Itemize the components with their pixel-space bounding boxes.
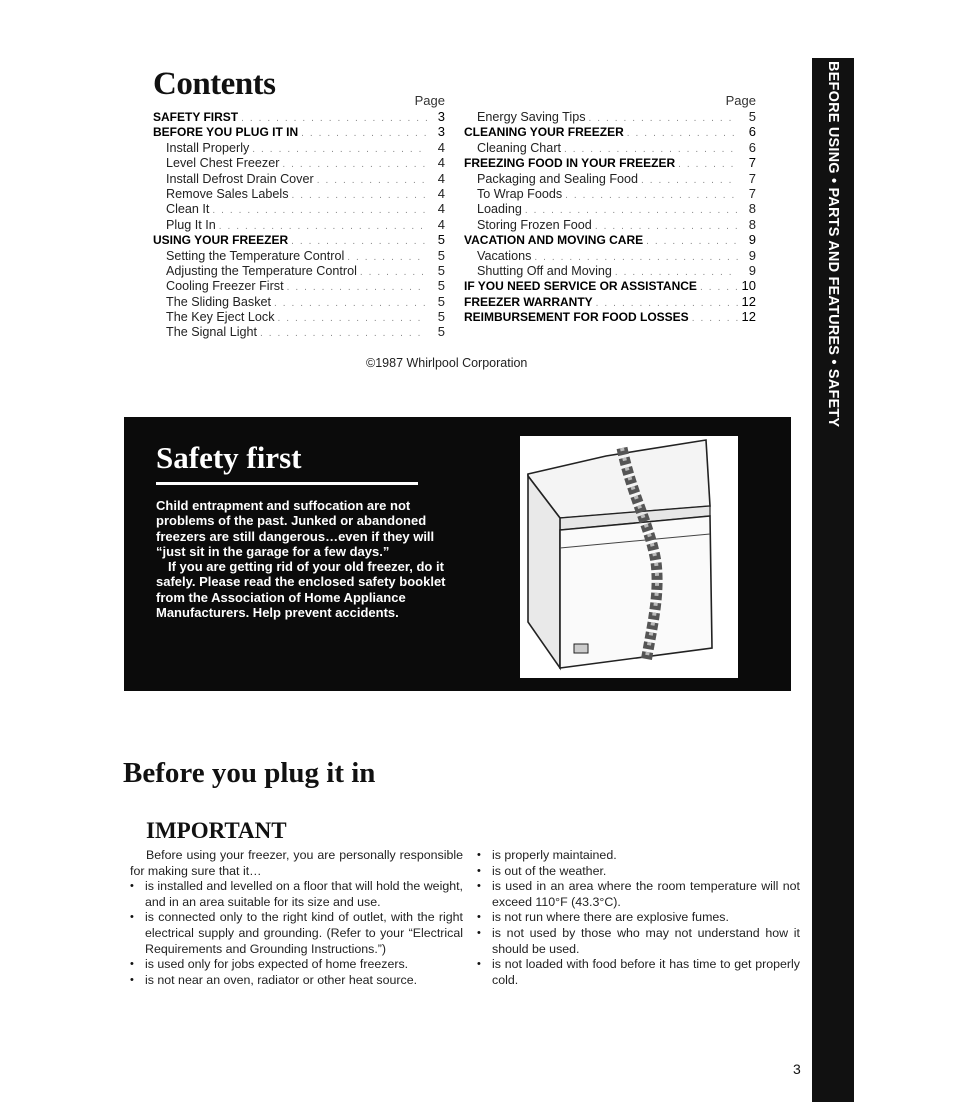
safety-paragraph-1: Child entrapment and suffocation are not problems of the past. Junked or abandoned freezers are still dangerous…even if they will “just sit in the garage for a few days.” — [156, 498, 435, 559]
toc-entry — [153, 232, 445, 247]
toc-leader-dots — [612, 265, 738, 280]
toc-leader-dots — [249, 142, 427, 157]
toc-entry-label: Adjusting the Temperature Control — [166, 263, 357, 278]
bullet-icon: • — [130, 880, 134, 893]
toc-entry-page: 4 — [437, 185, 445, 201]
toc-entry — [153, 263, 445, 278]
toc-leader-dots — [271, 296, 427, 311]
page-column-header: Page — [414, 93, 445, 108]
bullet-icon: • — [477, 926, 481, 939]
bullet-icon: • — [477, 958, 481, 971]
toc-entry — [153, 171, 445, 186]
toc-entry — [153, 248, 445, 263]
toc-leader-dots — [624, 126, 738, 141]
toc-entry-page: 3 — [437, 124, 445, 140]
safety-first-title: Safety first — [156, 440, 302, 475]
requirement-text: is used in an area where the room temperature will not exceed 110°F (43.3°C). — [492, 879, 800, 909]
toc-entry-label: Shutting Off and Moving — [477, 263, 612, 278]
important-left-column — [130, 848, 463, 988]
toc-entry — [153, 155, 445, 170]
toc-entry-page: 5 — [437, 262, 445, 278]
important-heading: IMPORTANT — [146, 818, 287, 843]
toc-entry-page: 7 — [748, 170, 756, 186]
toc-entry-label: BEFORE YOU PLUG IT IN — [153, 125, 299, 140]
requirement-text: is not loaded with food before it has time to get properly cold. — [492, 957, 800, 987]
bullet-icon: • — [130, 911, 134, 924]
requirement-bullet — [130, 910, 463, 957]
toc-entry-label: Vacations — [477, 248, 532, 263]
toc-leader-dots — [593, 296, 738, 311]
toc-leader-dots — [284, 280, 427, 295]
toc-entry-page: 6 — [748, 139, 756, 155]
toc-entry-page: 5 — [748, 109, 756, 124]
toc-entry-page: 9 — [748, 232, 756, 248]
toc-entry — [464, 217, 756, 232]
toc-entry-label: Remove Sales Labels — [166, 186, 289, 201]
freezer-control-plate — [574, 644, 588, 653]
toc-leader-dots — [562, 188, 738, 203]
toc-entry — [153, 124, 445, 139]
toc-leader-dots — [531, 250, 738, 265]
toc-entry-page: 4 — [437, 201, 445, 217]
toc-entry-label: REIMBURSEMENT FOR FOOD LOSSES — [464, 310, 689, 325]
toc-entry-label: The Signal Light — [166, 325, 258, 340]
bullet-icon: • — [477, 849, 481, 861]
requirement-bullet — [477, 957, 800, 988]
toc-entry-label: FREEZING FOOD IN YOUR FREEZER — [464, 156, 676, 171]
side-tab-label: BEFORE USING • PARTS AND FEATURES • SAFETY — [825, 60, 841, 428]
toc-entry — [464, 155, 756, 170]
safety-warning-text — [156, 498, 446, 620]
toc-entry-label: FREEZER WARRANTY — [464, 294, 593, 309]
toc-entry-page: 9 — [748, 247, 756, 263]
toc-entry — [153, 186, 445, 201]
toc-entry-page: 10 — [741, 278, 756, 294]
requirement-bullet — [477, 848, 800, 864]
toc-leader-dots — [289, 188, 427, 203]
toc-entry-page: 12 — [741, 293, 756, 309]
toc-leader-dots — [643, 234, 738, 249]
requirement-text: is out of the weather. — [492, 863, 607, 878]
toc-entry-label: IF YOU NEED SERVICE OR ASSISTANCE — [464, 279, 697, 294]
toc-entry-page: 5 — [437, 247, 445, 263]
toc-leader-dots — [298, 126, 427, 141]
toc-entry-page: 7 — [748, 185, 756, 201]
requirement-text: is not run where there are explosive fumes. — [492, 910, 729, 925]
contents-title: Contents — [153, 66, 276, 102]
toc-entry-label: The Sliding Basket — [166, 294, 272, 309]
toc-entry-page: 9 — [748, 262, 756, 278]
toc-entry — [464, 201, 756, 216]
requirement-bullet — [477, 864, 800, 880]
toc-entry — [464, 263, 756, 278]
toc-entry — [464, 140, 756, 155]
toc-entry-label: Storing Frozen Food — [477, 217, 592, 232]
toc-entry-page: 5 — [437, 232, 445, 248]
bullet-icon: • — [130, 973, 134, 986]
toc-leader-dots — [697, 280, 738, 295]
requirement-bullet — [477, 926, 800, 957]
requirement-text: is installed and levelled on a floor that will hold the weight, and in an area suitable for its size and use. — [145, 879, 463, 909]
toc-entry-label: SAFETY FIRST — [153, 110, 239, 124]
toc-leader-dots — [257, 326, 427, 341]
toc-leader-dots — [689, 311, 738, 326]
toc-leader-dots — [522, 203, 738, 218]
toc-leader-dots — [209, 203, 427, 218]
before-you-plug-it-in-title: Before you plug it in — [123, 757, 376, 789]
toc-entry-label: Level Chest Freezer — [166, 156, 280, 171]
bullet-icon: • — [477, 864, 481, 877]
toc-entry-page: 5 — [437, 309, 445, 325]
requirement-bullet — [130, 973, 463, 989]
toc-entry — [464, 124, 756, 139]
toc-right-column — [464, 93, 756, 324]
toc-leader-dots — [279, 157, 427, 172]
toc-entry-page: 4 — [437, 216, 445, 232]
toc-entry — [464, 186, 756, 201]
bullet-icon: • — [477, 880, 481, 893]
toc-entry-page: 7 — [748, 155, 756, 171]
toc-entry — [464, 309, 756, 324]
toc-entry-label: Plug It In — [166, 217, 216, 232]
requirement-bullet — [130, 879, 463, 910]
requirement-text: is used only for jobs expected of home freezers. — [145, 957, 409, 972]
page-number: 3 — [793, 1061, 801, 1077]
toc-entry — [153, 294, 445, 309]
toc-entry — [464, 294, 756, 309]
toc-entry-label: USING YOUR FREEZER — [153, 233, 289, 248]
toc-leader-dots — [288, 234, 427, 249]
toc-entry — [464, 278, 756, 293]
toc-entry-page: 5 — [437, 293, 445, 309]
bullet-icon: • — [477, 911, 481, 924]
toc-leader-dots — [344, 250, 427, 265]
toc-entry-label: Clean It — [166, 202, 210, 217]
toc-leader-dots — [592, 219, 738, 234]
requirement-text: is properly maintained. — [492, 848, 617, 862]
toc-entry-page: 4 — [437, 170, 445, 186]
toc-entry — [153, 217, 445, 232]
requirement-text: is not near an oven, radiator or other heat source. — [145, 972, 418, 987]
toc-leader-dots — [238, 111, 427, 126]
toc-entry — [153, 324, 445, 339]
toc-entry-label: VACATION AND MOVING CARE — [464, 233, 644, 248]
toc-entry-label: Packaging and Sealing Food — [477, 171, 639, 186]
toc-entry-page: 3 — [437, 109, 445, 124]
toc-entry — [464, 248, 756, 263]
toc-leader-dots — [275, 311, 428, 326]
toc-entry-page: 5 — [437, 278, 445, 294]
toc-entry — [464, 171, 756, 186]
toc-entry — [153, 109, 445, 124]
toc-entry-label: Install Properly — [166, 140, 250, 155]
toc-leader-dots — [586, 111, 738, 126]
important-right-column — [477, 848, 800, 988]
toc-entry — [153, 201, 445, 216]
toc-leader-dots — [314, 173, 427, 188]
toc-entry — [153, 140, 445, 155]
toc-leader-dots — [638, 173, 738, 188]
toc-entry-label: Setting the Temperature Control — [166, 248, 345, 263]
page-column-header: Page — [725, 93, 756, 108]
requirement-bullet — [477, 879, 800, 910]
toc-entry-page: 8 — [748, 201, 756, 217]
toc-entry — [464, 109, 756, 124]
toc-entry-label: Loading — [477, 202, 522, 217]
toc-entry-label: Install Defrost Drain Cover — [166, 171, 314, 186]
toc-entry-page: 12 — [741, 309, 756, 325]
requirement-text: is not used by those who may not understand how it should be used. — [492, 925, 800, 956]
toc-entry-label: Cleaning Chart — [477, 140, 562, 155]
toc-entry-page: 6 — [748, 124, 756, 140]
toc-leader-dots — [216, 219, 427, 234]
toc-entry-page: 5 — [437, 324, 445, 340]
toc-entry-page: 8 — [748, 216, 756, 232]
requirement-text: is connected only to the right kind of outlet, with the right electrical supply and grounding. (Refer to your “Electrical Requirements and Grounding Instructions.”) — [145, 910, 463, 956]
copyright-notice: ©1987 Whirlpool Corporation — [366, 356, 528, 370]
toc-leader-dots — [357, 265, 427, 280]
toc-entry-label: Energy Saving Tips — [477, 110, 586, 124]
toc-entry — [153, 309, 445, 324]
toc-entry-page: 4 — [437, 139, 445, 155]
important-intro: Before using your freezer, you are personally responsible for making sure that it… — [130, 848, 463, 878]
toc-entry-page: 4 — [437, 155, 445, 171]
safety-paragraph-2: If you are getting rid of your old freezer, do it safely. Please read the enclosed safety booklet from the Association of Home Appliance Manufacturers. Help prevent accidents. — [156, 559, 446, 621]
requirement-bullet — [477, 910, 800, 926]
toc-entry — [464, 232, 756, 247]
toc-entry-label: To Wrap Foods — [477, 186, 563, 201]
toc-entry-label: Cooling Freezer First — [166, 279, 284, 294]
safety-title-underline — [156, 482, 418, 485]
toc-entry-label: The Key Eject Lock — [166, 310, 275, 325]
bullet-icon: • — [130, 958, 134, 971]
toc-left-column — [153, 93, 445, 340]
chained-freezer-illustration — [520, 436, 738, 678]
toc-entry-label: CLEANING YOUR FREEZER — [464, 125, 624, 140]
requirement-bullet — [130, 957, 463, 973]
toc-leader-dots — [675, 157, 738, 172]
toc-leader-dots — [561, 142, 738, 157]
toc-entry — [153, 278, 445, 293]
